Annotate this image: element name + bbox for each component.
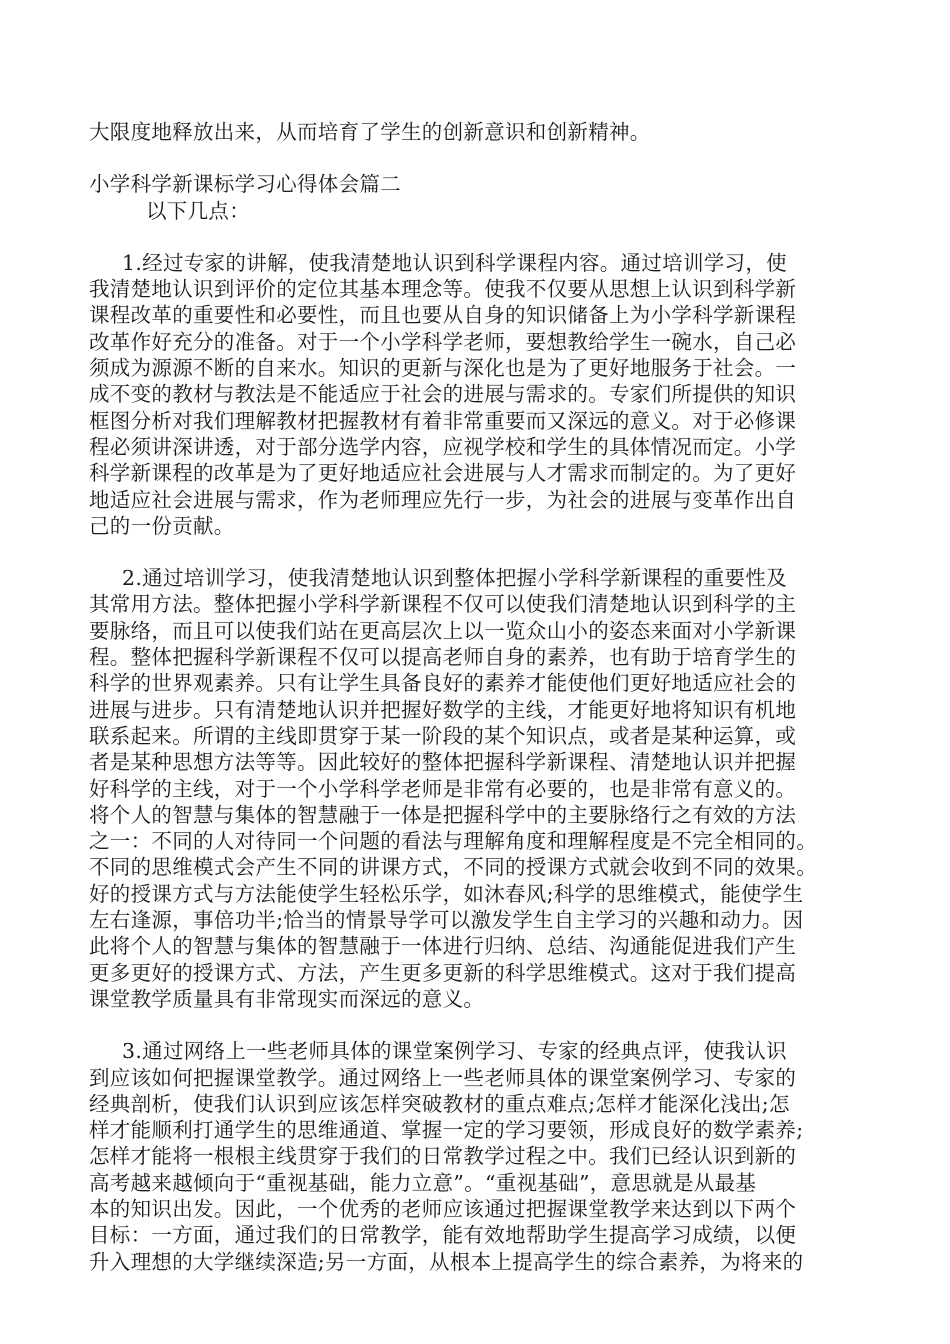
paragraph-line: 好的授课方式与方法能使学生轻松乐学，如沐春风;科学的思维模式，能使学生: [89, 881, 804, 906]
paragraphs: [89, 250, 865, 1275]
paragraph-line: 我清楚地认识到评价的定位其基本理念等。使我不仅要从思想上认识到科学新: [89, 277, 797, 302]
paragraph-line: 改革作好充分的准备。对于一个小学科学老师，要想教给学生一碗水，自己必: [89, 329, 797, 354]
paragraph-line: 框图分析对我们理解教材把握教材有着非常重要而又深远的意义。对于必修课: [89, 408, 797, 433]
paragraph-line: 高考越来越倾向于“重视基础，能力立意”。“重视基础”，意思就是从最基: [89, 1170, 757, 1195]
paragraph: [89, 250, 865, 539]
paragraph-line: 成不变的教材与教法是不能适应于社会的进展与需求的。专家们所提供的知识: [89, 382, 797, 407]
paragraph-line: 本的知识出发。因此，一个优秀的老师应该通过把握课堂教学来达到以下两个: [89, 1196, 797, 1221]
document-page: [89, 0, 865, 1275]
paragraph-line: 到应该如何把握课堂教学。通过网络上一些老师具体的课堂案例学习、专家的: [89, 1065, 797, 1090]
paragraph: [89, 565, 865, 1012]
paragraph-line: 此将个人的智慧与集体的智慧融于一体进行归纳、总结、沟通能促进我们产生: [89, 934, 797, 959]
paragraph-line: 课程改革的重要性和必要性，而且也要从自身的知识储备上为小学科学新课程: [89, 303, 797, 328]
paragraph-line: 地适应社会进展与需求，作为老师理应先行一步，为社会的进展与变革作出自: [89, 487, 797, 512]
paragraph-line: 更多更好的授课方式、方法，产生更多更新的科学思维模式。这对于我们提高: [89, 960, 797, 985]
paragraph-line: 目标：一方面，通过我们的日常教学，能有效地帮助学生提高学习成绩，以便: [89, 1223, 797, 1248]
paragraph-line: 要脉络，而且可以使我们站在更高层次上以一览众山小的姿态来面对小学新课: [89, 618, 797, 643]
paragraph-line: 好科学的主线，对于一个小学科学老师是非常有必要的，也是非常有意义的。: [89, 776, 797, 801]
paragraph-line: 左右逢源，事倍功半;恰当的情景导学可以激发学生自主学习的兴趣和动力。因: [89, 908, 804, 933]
paragraph-line: 3.通过网络上一些老师具体的课堂案例学习、专家的经典点评，使我认识: [122, 1039, 787, 1064]
paragraph-line: 程。整体把握科学新课程不仅可以提高老师自身的素养，也有助于培育学生的: [89, 645, 797, 670]
paragraph-line: 课堂教学质量具有非常现实而深远的意义。: [89, 986, 485, 1011]
paragraph-line: 者是某种思想方法等等。因此较好的整体把握科学新课程、清楚地认识并把握: [89, 750, 797, 775]
paragraph-line: 样才能顺利打通学生的思维通道、掌握一定的学习要领，形成良好的数学素养;: [89, 1118, 804, 1143]
paragraph-line: 科学的世界观素养。只有让学生具备良好的素养才能使他们更好地适应社会的: [89, 671, 797, 696]
paragraph-line: 其常用方法。整体把握小学科学新课程不仅可以使我们清楚地认识到科学的主: [89, 592, 797, 617]
paragraph-line: 2.通过培训学习，使我清楚地认识到整体把握小学科学新课程的重要性及: [122, 566, 787, 591]
paragraph-line: 将个人的智慧与集体的智慧融于一体是把握科学中的主要脉络行之有效的方法: [89, 802, 797, 827]
paragraph-line: 己的一份贡献。: [89, 513, 235, 538]
paragraph: [89, 1038, 865, 1275]
paragraph-line: 程必须讲深讲透，对于部分选学内容，应视学校和学生的具体情况而定。小学: [89, 434, 797, 459]
intro-line: 以下几点：: [146, 198, 250, 223]
paragraph-line: 怎样才能将一根根主线贯穿于我们的日常教学过程之中。我们已经认识到新的: [89, 1144, 797, 1169]
lead-line: 大限度地释放出来，从而培育了学生的创新意识和创新精神。: [89, 120, 651, 144]
paragraph-line: 之一：不同的人对待同一个问题的看法与理解角度和理解程度是不完全相同的。: [89, 829, 817, 854]
paragraph-line: 升入理想的大学继续深造;另一方面，从根本上提高学生的综合素养，为将来的: [89, 1249, 804, 1274]
paragraph-line: 须成为源源不断的自来水。知识的更新与深化也是为了更好地服务于社会。一: [89, 356, 797, 381]
paragraph-line: 科学新课程的改革是为了更好地适应社会进展与人才需求而制定的。为了更好: [89, 461, 797, 486]
paragraph-line: 进展与进步。只有清楚地认识并把握好数学的主线，才能更好地将知识有机地: [89, 697, 797, 722]
paragraph-line: 不同的思维模式会产生不同的讲课方式，不同的授课方式就会收到不同的效果。: [89, 855, 817, 880]
paragraph-line: 联系起来。所谓的主线即贯穿于某一阶段的某个知识点，或者是某种运算，或: [89, 723, 797, 748]
paragraph-line: 1.经过专家的讲解，使我清楚地认识到科学课程内容。通过培训学习，使: [122, 250, 787, 275]
section-title: 小学科学新课标学习心得体会篇二: [89, 172, 401, 197]
paragraph-line: 经典剖析，使我们认识到应该怎样突破教材的重点难点;怎样才能深化浅出;怎: [89, 1091, 790, 1116]
